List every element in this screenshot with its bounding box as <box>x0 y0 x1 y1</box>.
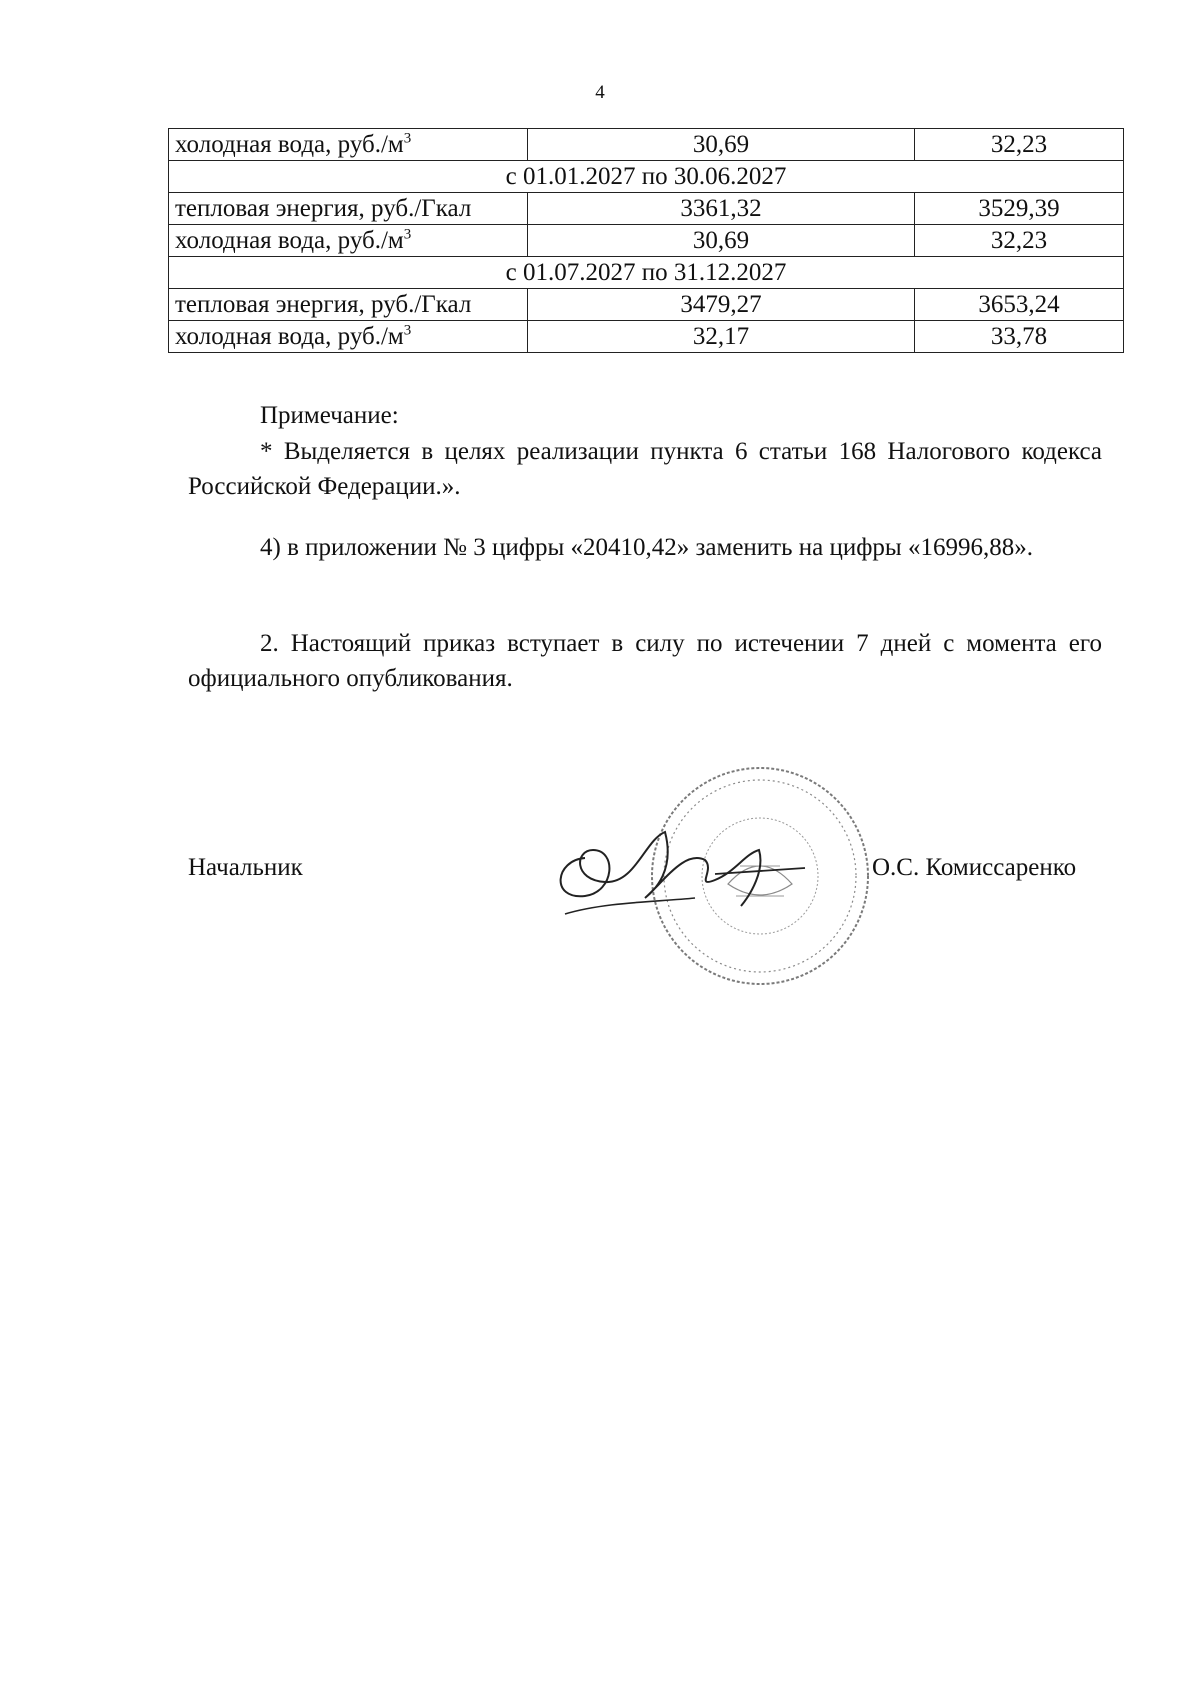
signatory-title: Начальник <box>188 854 303 881</box>
table-row <box>169 193 1124 225</box>
period-label: с 01.07.2027 по 31.12.2027 <box>169 257 1124 289</box>
row-name: холодная вода, $руб./м^3$ <box>169 225 528 257</box>
table-period-row <box>169 161 1124 193</box>
signatory-name: О.С. Комиссаренко <box>872 854 1077 881</box>
row-value-1: 30,69 <box>528 129 915 161</box>
row-value-1: 3361,32 <box>528 193 915 225</box>
note-text: * Выделяется в целях реализации пункта 6 статьи 168 Налогового кодекса Российской Федерации.». <box>188 438 1102 500</box>
row-value-2: 33,78 <box>915 321 1124 353</box>
row-value-2: 3529,39 <box>915 193 1124 225</box>
table-row <box>169 129 1124 161</box>
table-row <box>169 289 1124 321</box>
table-row <box>169 225 1124 257</box>
row-name: тепловая энергия, руб./Гкал <box>169 289 528 321</box>
row-name: холодная вода, $руб./м^3$ <box>169 129 528 161</box>
table-row <box>169 321 1124 353</box>
row-name: тепловая энергия, руб./Гкал <box>169 193 528 225</box>
signature-icon <box>545 810 825 920</box>
row-value-2: 32,23 <box>915 129 1124 161</box>
tariff-table <box>168 128 1124 353</box>
row-name: холодная вода, $руб./м^3$ <box>169 321 528 353</box>
page-number: 4 <box>595 82 605 103</box>
row-value-1: 30,69 <box>528 225 915 257</box>
row-value-2: 32,23 <box>915 225 1124 257</box>
row-value-2: 3653,24 <box>915 289 1124 321</box>
effective-date-clause: 2. Настоящий приказ вступает в силу по истечении 7 дней с момента его официального опубликования. <box>188 630 1102 692</box>
table-period-row <box>169 257 1124 289</box>
period-label: с 01.01.2027 по 30.06.2027 <box>169 161 1124 193</box>
row-value-1: 32,17 <box>528 321 915 353</box>
row-value-1: 3479,27 <box>528 289 915 321</box>
amendment-item-4: 4) в приложении № 3 цифры «20410,42» заменить на цифры «16996,88». <box>260 534 1033 561</box>
note-title: Примечание: <box>260 402 399 429</box>
